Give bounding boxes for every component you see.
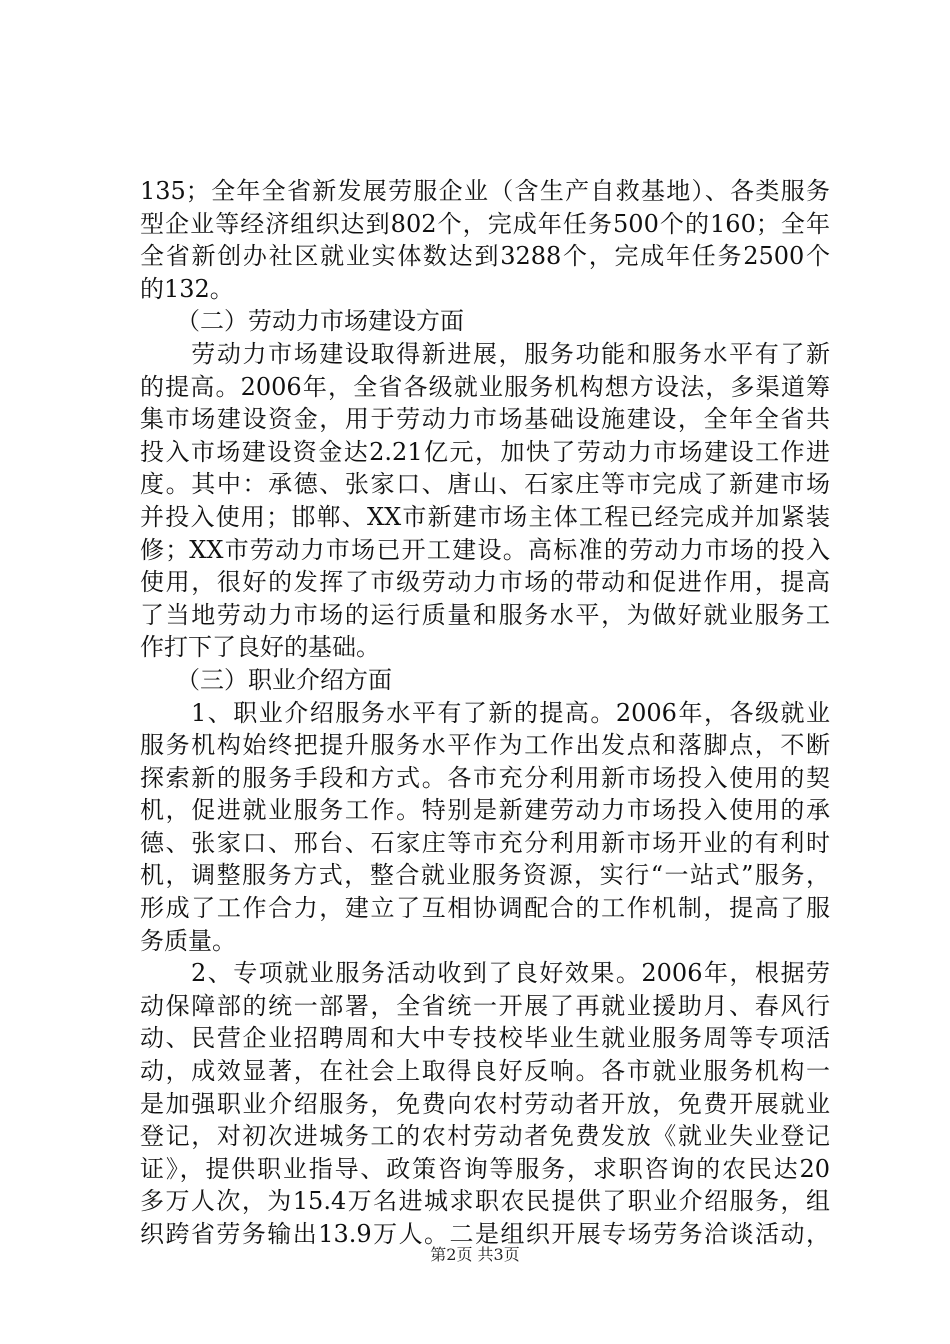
text-line: 2、专项就业服务活动收到了良好效果。2006年，根据劳 xyxy=(140,959,830,988)
text-line: 动、民营企业招聘周和大中专技校毕业生就业服务周等专项活 xyxy=(140,1024,830,1053)
text-line: 集市场建设资金，用于劳动力市场基础设施建设，全年全省共 xyxy=(140,405,830,434)
text-line: 探索新的服务手段和方式。各市充分利用新市场投入使用的契 xyxy=(140,763,830,792)
document-body xyxy=(140,175,830,1251)
text-line: 使用，很好的发挥了市级劳动力市场的带动和促进作用，提高 xyxy=(140,568,830,597)
text-line: 机，促进就业服务工作。特别是新建劳动力市场投入使用的承 xyxy=(140,796,830,825)
text-line: 并投入使用；邯郸、XX市新建市场主体工程已经完成并加紧装 xyxy=(140,502,830,531)
text-line: 作打下了良好的基础。 xyxy=(140,633,380,662)
text-line: 动，成效显著，在社会上取得良好反响。各市就业服务机构一 xyxy=(140,1057,830,1086)
text-line: 投入市场建设资金达2.21亿元，加快了劳动力市场建设工作进 xyxy=(140,437,830,466)
text-line: 机，调整服务方式，整合就业服务资源，实行“一站式”服务， xyxy=(140,861,830,890)
text-line: 动保障部的统一部署，全省统一开展了再就业援助月、春风行 xyxy=(140,991,830,1020)
text-line: 证》，提供职业指导、政策咨询等服务，求职咨询的农民达20 xyxy=(140,1154,830,1183)
text-line: 务质量。 xyxy=(140,926,236,955)
text-line: 多万人次，为15.4万名进城求职农民提供了职业介绍服务，组 xyxy=(140,1187,830,1216)
text-line: 度。其中：承德、张家口、唐山、石家庄等市完成了新建市场 xyxy=(140,470,830,499)
text-line: （二）劳动力市场建设方面 xyxy=(140,307,464,336)
text-line: 登记，对初次进城务工的农村劳动者免费发放《就业失业登记 xyxy=(140,1122,830,1151)
text-line: 135；全年全省新发展劳服企业（含生产自救基地）、各类服务 xyxy=(140,177,830,205)
text-line: 了当地劳动力市场的运行质量和服务水平，为做好就业服务工 xyxy=(140,600,830,629)
text-line: 型企业等经济组织达到802个，完成年任务500个的160；全年 xyxy=(140,209,830,238)
text-line: 1、职业介绍服务水平有了新的提高。2006年，各级就业 xyxy=(140,698,830,727)
text-line: 德、张家口、邢台、石家庄等市充分利用新市场开业的有利时 xyxy=(140,828,830,857)
text-line: （三）职业介绍方面 xyxy=(140,665,392,694)
page-footer: 第2页 共3页 xyxy=(430,1245,520,1264)
text-line: 是加强职业介绍服务，免费向农村劳动者开放，免费开展就业 xyxy=(140,1089,830,1118)
text-line: 形成了工作合力，建立了互相协调配合的工作机制，提高了服 xyxy=(140,894,830,923)
text-line: 织跨省劳务输出13.9万人。二是组织开展专场劳务洽谈活动， xyxy=(140,1220,830,1248)
text-line: 修；XX市劳动力市场已开工建设。高标准的劳动力市场的投入 xyxy=(140,535,830,564)
text-line: 全省新创办社区就业实体数达到3288个，完成年任务2500个 xyxy=(140,242,830,271)
text-line: 劳动力市场建设取得新进展，服务功能和服务水平有了新 xyxy=(140,339,830,368)
text-line: 服务机构始终把提升服务水平作为工作出发点和落脚点，不断 xyxy=(140,731,830,760)
text-line: 的提高。2006年，全省各级就业服务机构想方设法，多渠道筹 xyxy=(140,372,830,401)
text-line: 的132。 xyxy=(140,274,234,303)
